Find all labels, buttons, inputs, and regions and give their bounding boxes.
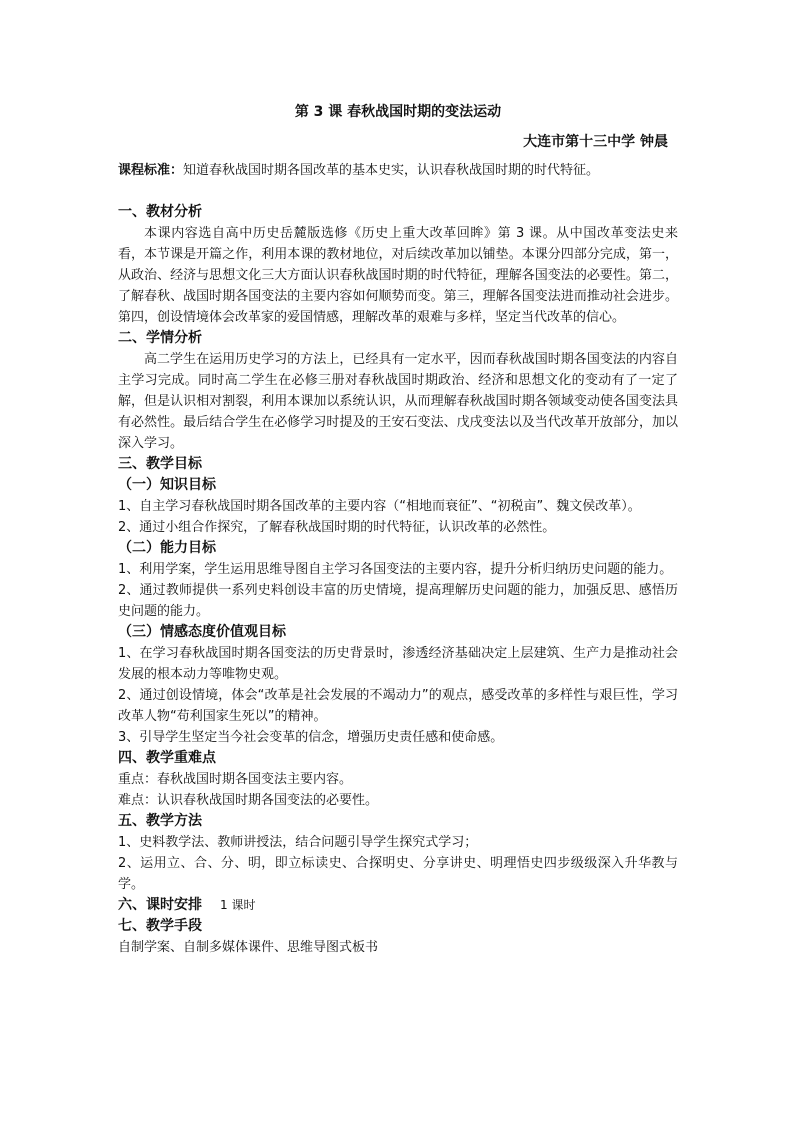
method-item-1: 1、史料教学法、教师讲授法，结合问题引导学生探究式学习； [118,835,478,850]
section-heading-material: 一、教材分析 [118,204,202,220]
means-text: 自制学案、自制多媒体课件、思维导图式板书 [118,940,379,955]
ability-item-1: 1、利用学案，学生运用思维导图自主学习各国变法的主要内容，提升分析归纳历史问题的能力。 [118,562,673,577]
schedule-time: 1 课时 [220,898,256,912]
schedule-heading-text: 六、课时安排 [118,897,202,913]
subheading-knowledge: （一）知识目标 [118,477,216,493]
ability-item-2: 2、通过教师提供一系列史料创设丰富的历史情境，提高理解历史问题的能力，加强反思、感悟历史问题的能力。 [118,583,678,619]
knowledge-item-1: 1、自主学习春秋战国时期各国改革的主要内容（“相地而衰征”、“初税亩”、魏文侯改革）。 [118,499,641,514]
key-point: 重点：春秋战国时期各国变法主要内容。 [118,772,353,787]
section-heading-methods: 五、教学方法 [118,813,202,829]
lesson-title: 第 3 课 春秋战国时期的变法运动 [294,104,502,120]
author-line: 大连市第十三中学 钟晨 [523,134,668,150]
values-item-2: 2、通过创设情境，体会“改革是社会发展的不竭动力”的观点，感受改革的多样性与艰巨性，学习改革人物“苟利国家生死以”的精神。 [118,688,678,724]
student-analysis-paragraph: 高二学生在运用历史学习的方法上，已经具有一定水平，因而春秋战国时期各国变法的内容自主学习完成。同时高二学生在必修三册对春秋战国时期政治、经济和思想文化的变动有了一定了解，但是认识相对割裂，利用本课加以系统认识，从而理解春秋战国时期各领域变动使各国变法具有必然性。最后结合学生在必修学习时提及的王安石变法、戊戌变法以及当代改革开放部分，加以深入学习。 [118,352,678,451]
course-standard-text: 知道春秋战国时期各国改革的基本史实，认识春秋战国时期的时代特征。 [183,163,600,178]
subheading-ability: （二）能力目标 [118,540,216,556]
course-standard [118,160,678,181]
spacer [118,181,678,202]
course-standard-label: 课程标准： [118,163,184,178]
document-body [118,160,678,958]
section-heading-means: 七、教学手段 [118,918,202,934]
section-heading-key-points: 四、教学重难点 [118,750,216,766]
method-item-2: 2、运用立、合、分、明，即立标读史、合探明史、分享讲史、明理悟史四步级级深入升华教与学。 [118,856,678,892]
difficult-point: 难点：认识春秋战国时期各国变法的必要性。 [118,793,379,808]
subheading-values: （三）情感态度价值观目标 [118,624,286,640]
section-heading-objectives: 三、教学目标 [118,456,202,472]
material-analysis-paragraph: 本课内容选自高中历史岳麓版选修《历史上重大改革回眸》第 3 课。从中国改革变法史来看，本节课是开篇之作，利用本课的教材地位，对后续改革加以铺垫。本课分四部分完成，第一，从政治、经济与思想文化三大方面认识春秋战国时期的时代特征，理解各国变法的必要性。第二，了解春秋、战国时期各国变法的主要内容如何顺势而变。第三，理解各国变法进而推动社会进步。第四，创设情境体会改革家的爱国情感，理解改革的艰难与多样，坚定当代改革的信心。 [118,226,678,325]
values-item-3: 3、引导学生坚定当今社会变革的信念，增强历史责任感和使命感。 [118,730,504,745]
section-heading-students: 二、学情分析 [118,330,202,346]
knowledge-item-2: 2、通过小组合作探究，了解春秋战国时期的时代特征，认识改革的必然性。 [118,520,556,535]
section-heading-schedule [118,895,678,916]
values-item-1: 1、在学习春秋战国时期各国变法的历史背景时，渗透经济基础决定上层建筑、生产力是推动社会发展的根本动力等唯物史观。 [118,646,678,682]
